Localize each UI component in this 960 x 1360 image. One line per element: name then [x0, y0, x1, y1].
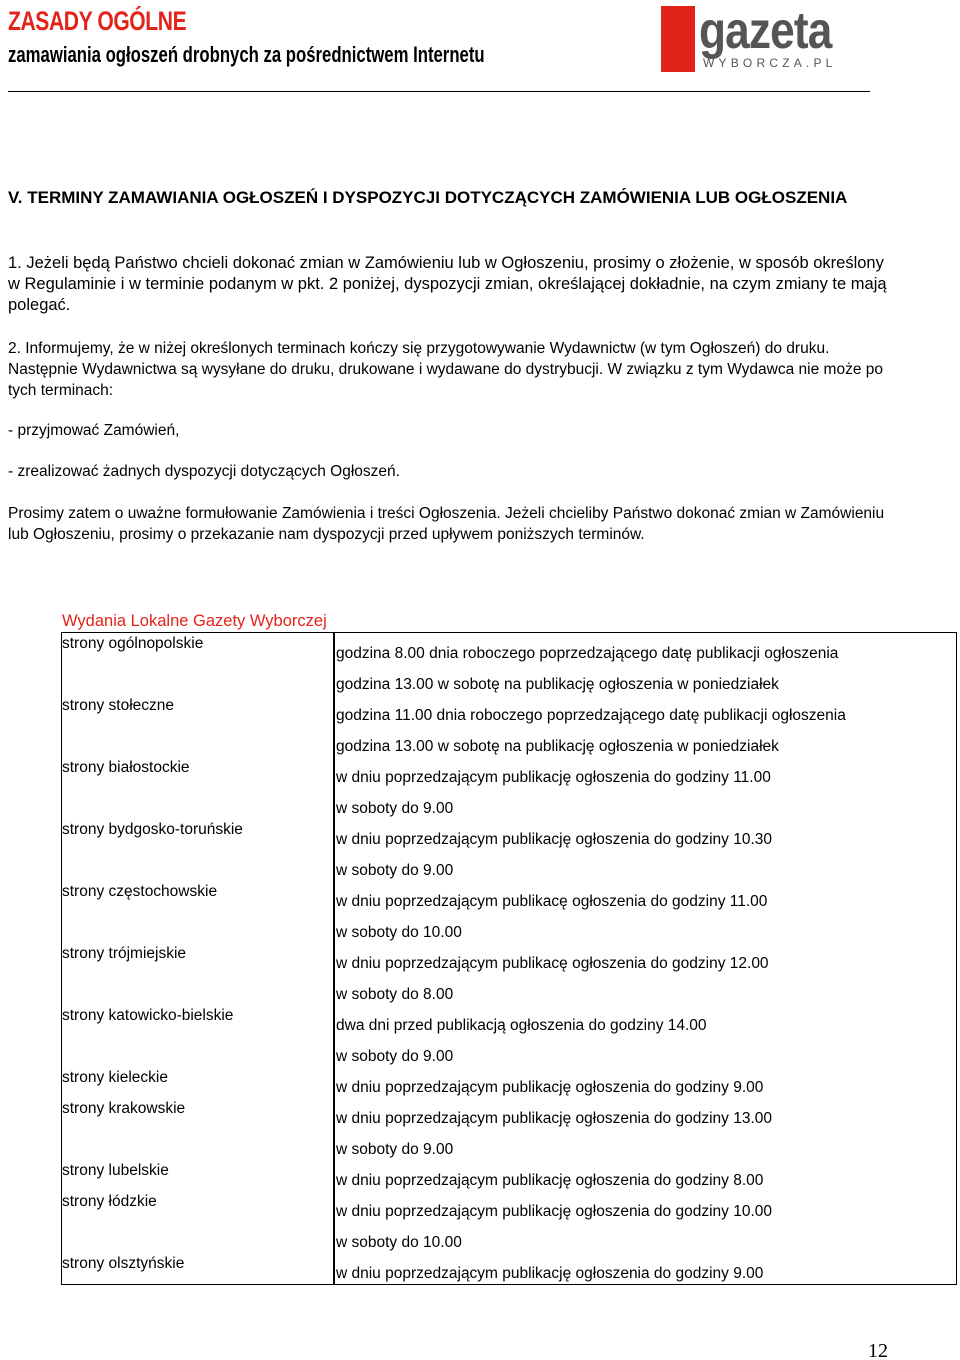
paragraph-1: 1. Jeżeli będą Państwo chcieli dokonać zmian w Zamówieniu lub w Ogłoszeniu, prosimy o złożenie, w sposób określony w Regulaminie i w terminie podanym w pkt. 2 poniżej, dyspozycji zmian, określającej dokładnie, na czym zmiany te mają polegać.: [8, 254, 887, 314]
table-row-label: strony łódzkie: [62, 1193, 157, 1210]
table-row-value: w soboty do 8.00: [336, 986, 454, 1003]
table-row-value: w dniu poprzedzającym publikację ogłoszenia do godziny 8.00: [336, 1172, 764, 1189]
table-row-value: w soboty do 10.00: [336, 1234, 462, 1251]
table-row-value: w dniu poprzedzającym publikację ogłoszenia do godziny 11.00: [336, 769, 771, 786]
list-item-dyspozycje: - zrealizować żadnych dyspozycji dotyczących Ogłoszeń.: [8, 463, 400, 480]
table-row-label: strony ogólnopolskie: [62, 635, 204, 652]
table-row-value: w soboty do 10.00: [336, 924, 462, 941]
document-title: ZASADY OGÓLNE: [8, 6, 187, 36]
list-item-zamowienia: - przyjmować Zamówień,: [8, 422, 180, 439]
table-row-value: w soboty do 9.00: [336, 1048, 454, 1065]
document-subtitle: zamawiania ogłoszeń drobnych za pośrednictwem Internetu: [8, 42, 485, 67]
table-row-label: strony olsztyńskie: [62, 1255, 185, 1272]
gazeta-wyborcza-logo: [661, 2, 841, 73]
table-caption: Wydania Lokalne Gazety Wyborczej: [62, 612, 327, 630]
table-row-label: strony kieleckie: [62, 1069, 168, 1086]
paragraph-2: 2. Informujemy, że w niżej określonych terminach kończy się przygotowywanie Wydawnictw (w tym Ogłoszeń) do druku. Następnie Wydawnictwa są wysyłane do druku, drukowane i wydawane do dystrybucji. W związku z tym Wydawca nie może po tych terminach:: [8, 340, 883, 399]
table-row-value: godzina 13.00 w sobotę na publikację ogłoszenia w poniedziałek: [336, 676, 779, 693]
table-row-value: w dniu poprzedzającym publikacę ogłoszenia do godziny 12.00: [336, 955, 769, 972]
table-row-value: w soboty do 9.00: [336, 800, 454, 817]
table-row-label: strony katowicko-bielskie: [62, 1007, 234, 1024]
table-row-label: strony lubelskie: [62, 1162, 169, 1179]
page-number: 12: [868, 1340, 888, 1360]
table-row-label: strony białostockie: [62, 759, 190, 776]
table-row-label: strony stołeczne: [62, 697, 174, 714]
table-row-value: godzina 8.00 dnia roboczego poprzedzającego datę publikacji ogłoszenia: [336, 645, 839, 662]
table-row-value: w dniu poprzedzającym publikację ogłoszenia do godziny 9.00: [336, 1265, 764, 1282]
paragraph-notice: Prosimy zatem o uważne formułowanie Zamówienia i treści Ogłoszenia. Jeżeli chcieliby Państwo dokonać zmian w Zamówieniu lub Ogłoszeniu, prosimy o przekazanie nam dyspozycji przed upływem poniższych terminów.: [8, 505, 885, 543]
table-row-value: w dniu poprzedzającym publikacę ogłoszenia do godziny 11.00: [336, 893, 768, 910]
table-row-value: godzina 11.00 dnia roboczego poprzedzającego datę publikacji ogłoszenia: [336, 707, 846, 724]
table-row-label: strony trójmiejskie: [62, 945, 187, 962]
section-heading: V. TERMINY ZAMAWIANIA OGŁOSZEŃ I DYSPOZYCJI DOTYCZĄCYCH ZAMÓWIENIA LUB OGŁOSZENIA: [8, 188, 848, 207]
table-row-label: strony bydgosko-toruńskie: [62, 821, 243, 838]
table-row-label: strony częstochowskie: [62, 883, 218, 900]
table-row-value: dwa dni przed publikacją ogłoszenia do godziny 14.00: [336, 1017, 707, 1034]
table-row-value: w dniu poprzedzającym publikację ogłoszenia do godziny 9.00: [336, 1079, 764, 1096]
table-row-value: w dniu poprzedzającym publikację ogłoszenia do godziny 13.00: [336, 1110, 772, 1127]
table-row-value: w soboty do 9.00: [336, 862, 454, 879]
logo-subtext: WYBORCZA.PL: [703, 56, 837, 70]
table-row-value: w soboty do 9.00: [336, 1141, 454, 1158]
table-row-label: strony krakowskie: [62, 1100, 186, 1117]
table-column-divider: [333, 632, 335, 1285]
header-divider: [8, 91, 870, 92]
logo-red-block: [661, 6, 695, 72]
table-row-value: w dniu poprzedzającym publikację ogłoszenia do godziny 10.30: [336, 831, 772, 848]
table-row-value: godzina 13.00 w sobotę na publikację ogłoszenia w poniedziałek: [336, 738, 779, 755]
logo-wordmark: gazeta: [699, 2, 832, 60]
table-row-value: w dniu poprzedzającym publikację ogłoszenia do godziny 10.00: [336, 1203, 772, 1220]
